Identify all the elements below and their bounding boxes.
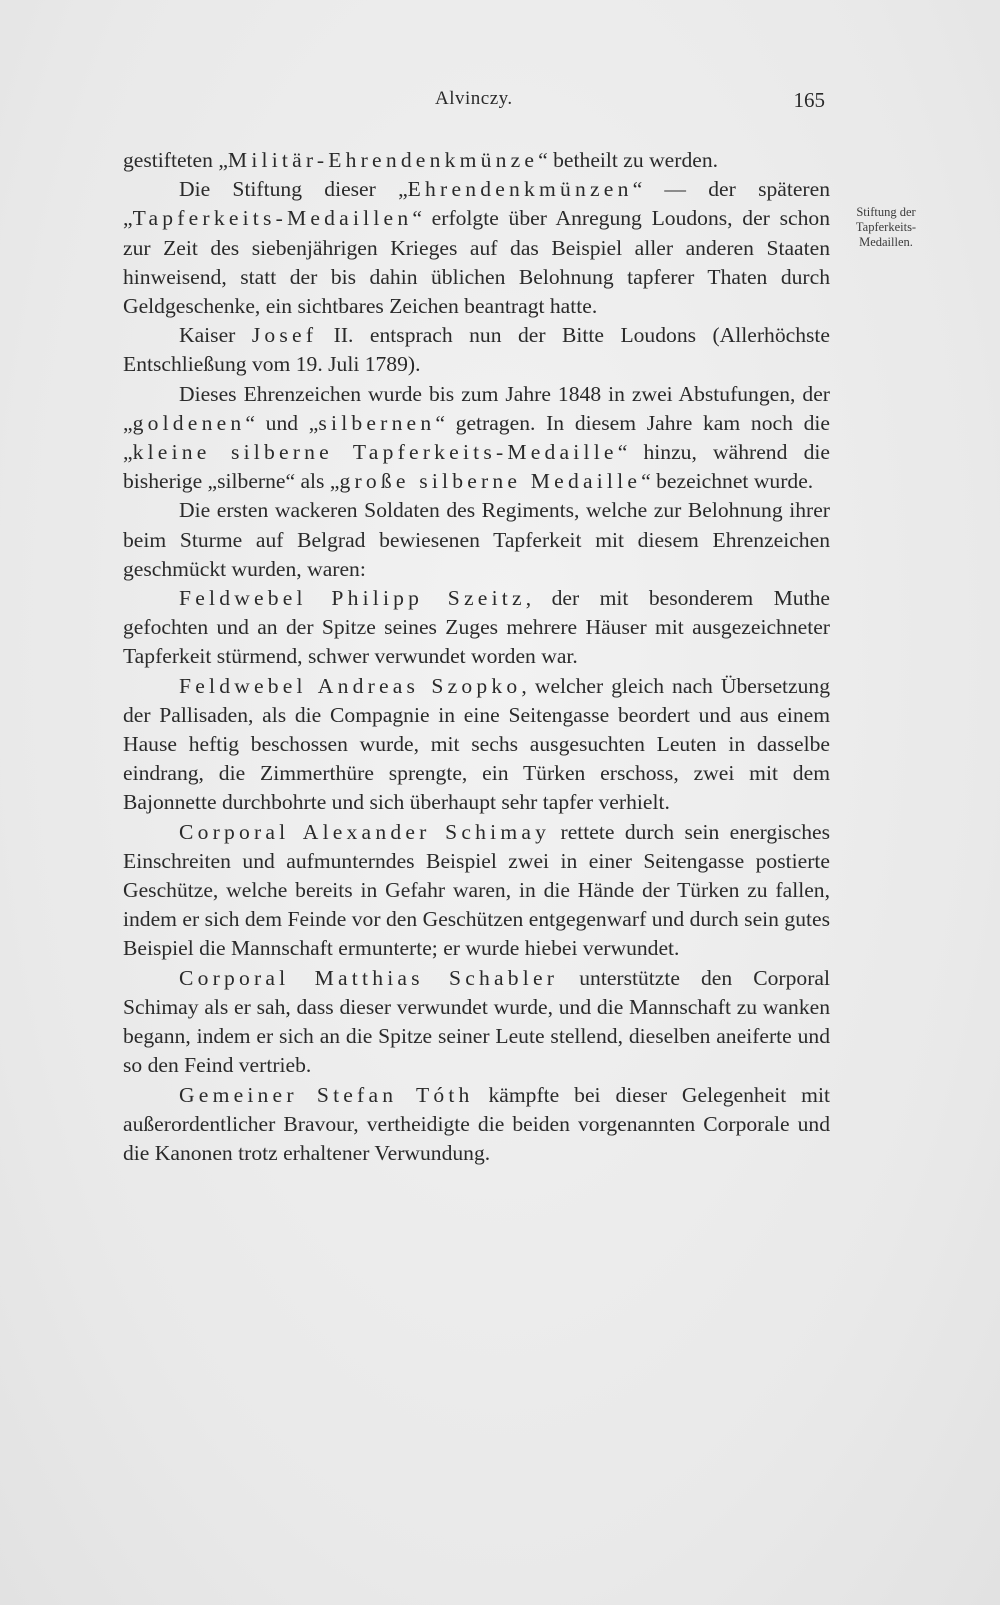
text-run: Kaiser	[179, 323, 252, 348]
paragraph	[123, 321, 830, 379]
running-title: Alvinczy.	[435, 88, 513, 109]
text-run: Dieses Ehrenzeichen wurde bis zum Jahre 1848 in zwei Abstufungen, der „	[123, 381, 830, 435]
text-run: “ bezeichnet wurde.	[641, 469, 814, 494]
text-run: Die ersten wackeren Soldaten des Regiments, welche zur Belohnung ihrer beim Sturme auf Belgrad bewiesenen Tapferkeit mit diesem Ehrenzeichen geschmückt wurden, waren:	[123, 498, 830, 581]
text-run: rettete durch sein energisches Einschreiten und aufmunterndes Beispiel zwei in einer Seitengasse postierte Geschütze, welche bereits in Gefahr waren, in die Hände der Türken zu fallen, indem er sich dem Feinde vor den Geschützen entgegenwarf und durch sein gutes Beispiel die Mannschaft ermunterte; er wurde hiebei verwundet.	[123, 819, 831, 961]
paragraph	[123, 496, 830, 584]
text-run: unterstützte den Corporal Schimay als er sah, dass dieser verwundet wurde, und die Mannschaft zu wanken begann, indem er sich an die Spitze seiner Leute stellend, dieselben aneiferte und so den Feind vertrieb.	[123, 965, 830, 1078]
paragraph	[123, 672, 830, 818]
text-run: Die Stiftung dieser „	[179, 177, 408, 202]
text-run: kämpfte bei dieser Gelegenheit mit außerordentlicher Bravour, vertheidigte die beiden vorgenannten Corporale und die Kanonen trotz erhaltener Verwundung.	[123, 1082, 830, 1165]
text-run: II. entsprach nun der Bitte Loudons (Allerhöchste Entschließung vom 19. Juli 1789).	[123, 323, 830, 377]
margin-note-line: Stiftung der	[856, 205, 916, 219]
margin-note-line: Tapferkeits-	[855, 220, 917, 234]
margin-note-line: Medaillen.	[859, 235, 913, 249]
spaced-term: große silberne Medaille	[339, 469, 642, 494]
text-run: “ — der späteren „	[123, 177, 831, 231]
text-run: “ und „	[245, 410, 319, 435]
spaced-term: goldenen	[132, 410, 246, 435]
spaced-name: Feldwebel Andreas Szopko	[179, 673, 522, 698]
paragraph	[123, 146, 830, 175]
spaced-name: Feldwebel Philipp Szeitz	[179, 586, 526, 611]
text-run: “ erfolgte über Anregung Loudons, der schon zur Zeit des siebenjährigen Krieges auf das Beispiel aller anderen Staaten hinweisend, statt der bis dahin üblichen Belohnung tapferer Thaten durch Geldgeschenke, ein sichtbares Zeichen beantragt hatte.	[123, 206, 830, 319]
paragraph	[123, 1081, 830, 1169]
page-header	[125, 88, 825, 118]
paragraph	[123, 380, 830, 497]
text-run: “ hinzu, während die bisherige „silberne“ als „	[123, 440, 830, 494]
spaced-name: Corporal Alexander Schimay	[179, 819, 551, 844]
paragraph	[123, 584, 830, 672]
spaced-term: Ehrendenkmünzen	[407, 177, 633, 202]
text-run: gestifteten „	[123, 148, 228, 172]
spaced-term: Militär-Ehrendenkmünze	[227, 148, 539, 172]
spaced-name: Josef	[251, 323, 318, 348]
spaced-term: kleine silberne Tapferkeits-Medaille	[132, 440, 618, 465]
text-run: “ getragen. In diesem Jahre kam noch die „	[123, 410, 831, 465]
paragraph	[123, 818, 830, 964]
paragraph	[123, 964, 830, 1081]
page-number: 165	[793, 88, 825, 112]
spaced-name: Gemeiner Stefan Tóth	[179, 1082, 474, 1107]
spaced-name: Corporal Matthias Schabler	[179, 965, 559, 990]
paragraph	[123, 175, 830, 321]
text-run: , der mit besonderem Muthe gefochten und an der Spitze seines Zuges mehrere Häuser mit ausgezeichneter Tapferkeit stürmend, schwer verwundet worden war.	[123, 586, 830, 669]
text-run: “ betheilt zu werden.	[538, 148, 719, 172]
spaced-term: Tapferkeits-Medaillen	[132, 206, 413, 231]
margin-note	[836, 205, 936, 250]
body-text	[123, 146, 830, 1168]
spaced-term: silbernen	[318, 410, 436, 435]
text-run: , welcher gleich nach Übersetzung der Pallisaden, als die Compagnie in eine Seitengasse beordert und aus einem Hause heftig beschossen wurde, mit sechs ausgesuchten Leuten in dasselbe eindrang, die Zimmerthüre sprengte, ein Türken erschoss, zwei mit dem Bajonnette durchbohrte und sich überhaupt sehr tapfer verhielt.	[123, 673, 830, 815]
